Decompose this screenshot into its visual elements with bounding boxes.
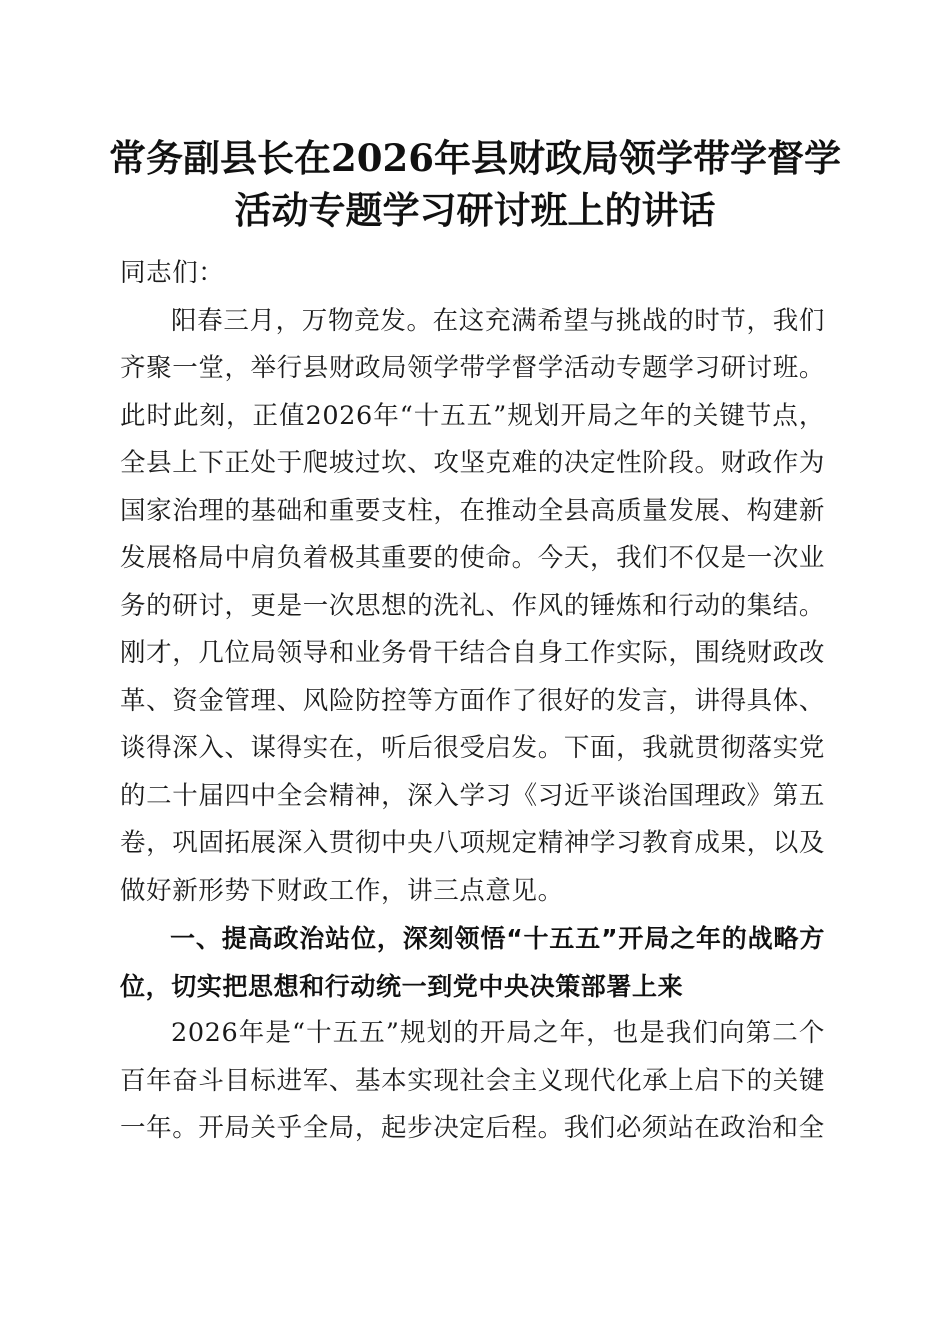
salutation: 同志们： [120, 258, 225, 288]
document-body [120, 250, 825, 1153]
title-line-1: 常务副县长在2026年县财政局领学带学督学 [109, 136, 841, 180]
paragraph-intro: 阳春三月，万物竞发。在这充满希望与挑战的时节，我们齐聚一堂，举行县财政局领学带学督学活动专题学习研讨班。此时此刻，正值2026年“十五五”规划开局之年的关键节点，全县上下正处于爬坡过坎、攻坚克难的决定性阶段。财政作为国家治理的基础和重要支柱，在推动全县高质量发展、构建新发展格局中肩负着极其重要的使命。今天，我们不仅是一次业务的研讨，更是一次思想的洗礼、作风的锤炼和行动的集结。刚才，几位局领导和业务骨干结合自身工作实际，围绕财政改革、资金管理、风险防控等方面作了很好的发言，讲得具体、谈得深入、谋得实在，听后很受启发。下面，我就贯彻落实党的二十届四中全会精神，深入学习《习近平谈治国理政》第五卷，巩固拓展深入贯彻中央八项规定精神学习教育成果，以及做好新形势下财政工作，讲三点意见。 [120, 305, 825, 906]
section-heading-1: 一、提高政治站位，深刻领悟“十五五”开局之年的战略方位，切实把思想和行动统一到党中央决策部署上来 [120, 924, 825, 1001]
document-title [100, 132, 850, 236]
title-line-2: 活动专题学习研讨班上的讲话 [234, 188, 716, 232]
paragraph-section-1: 2026年是“十五五”规划的开局之年，也是我们向第二个百年奋斗目标进军、基本实现社会主义现代化承上启下的关键一年。开局关乎全局，起步决定后程。我们必须站在政治和全 [120, 1018, 825, 1143]
